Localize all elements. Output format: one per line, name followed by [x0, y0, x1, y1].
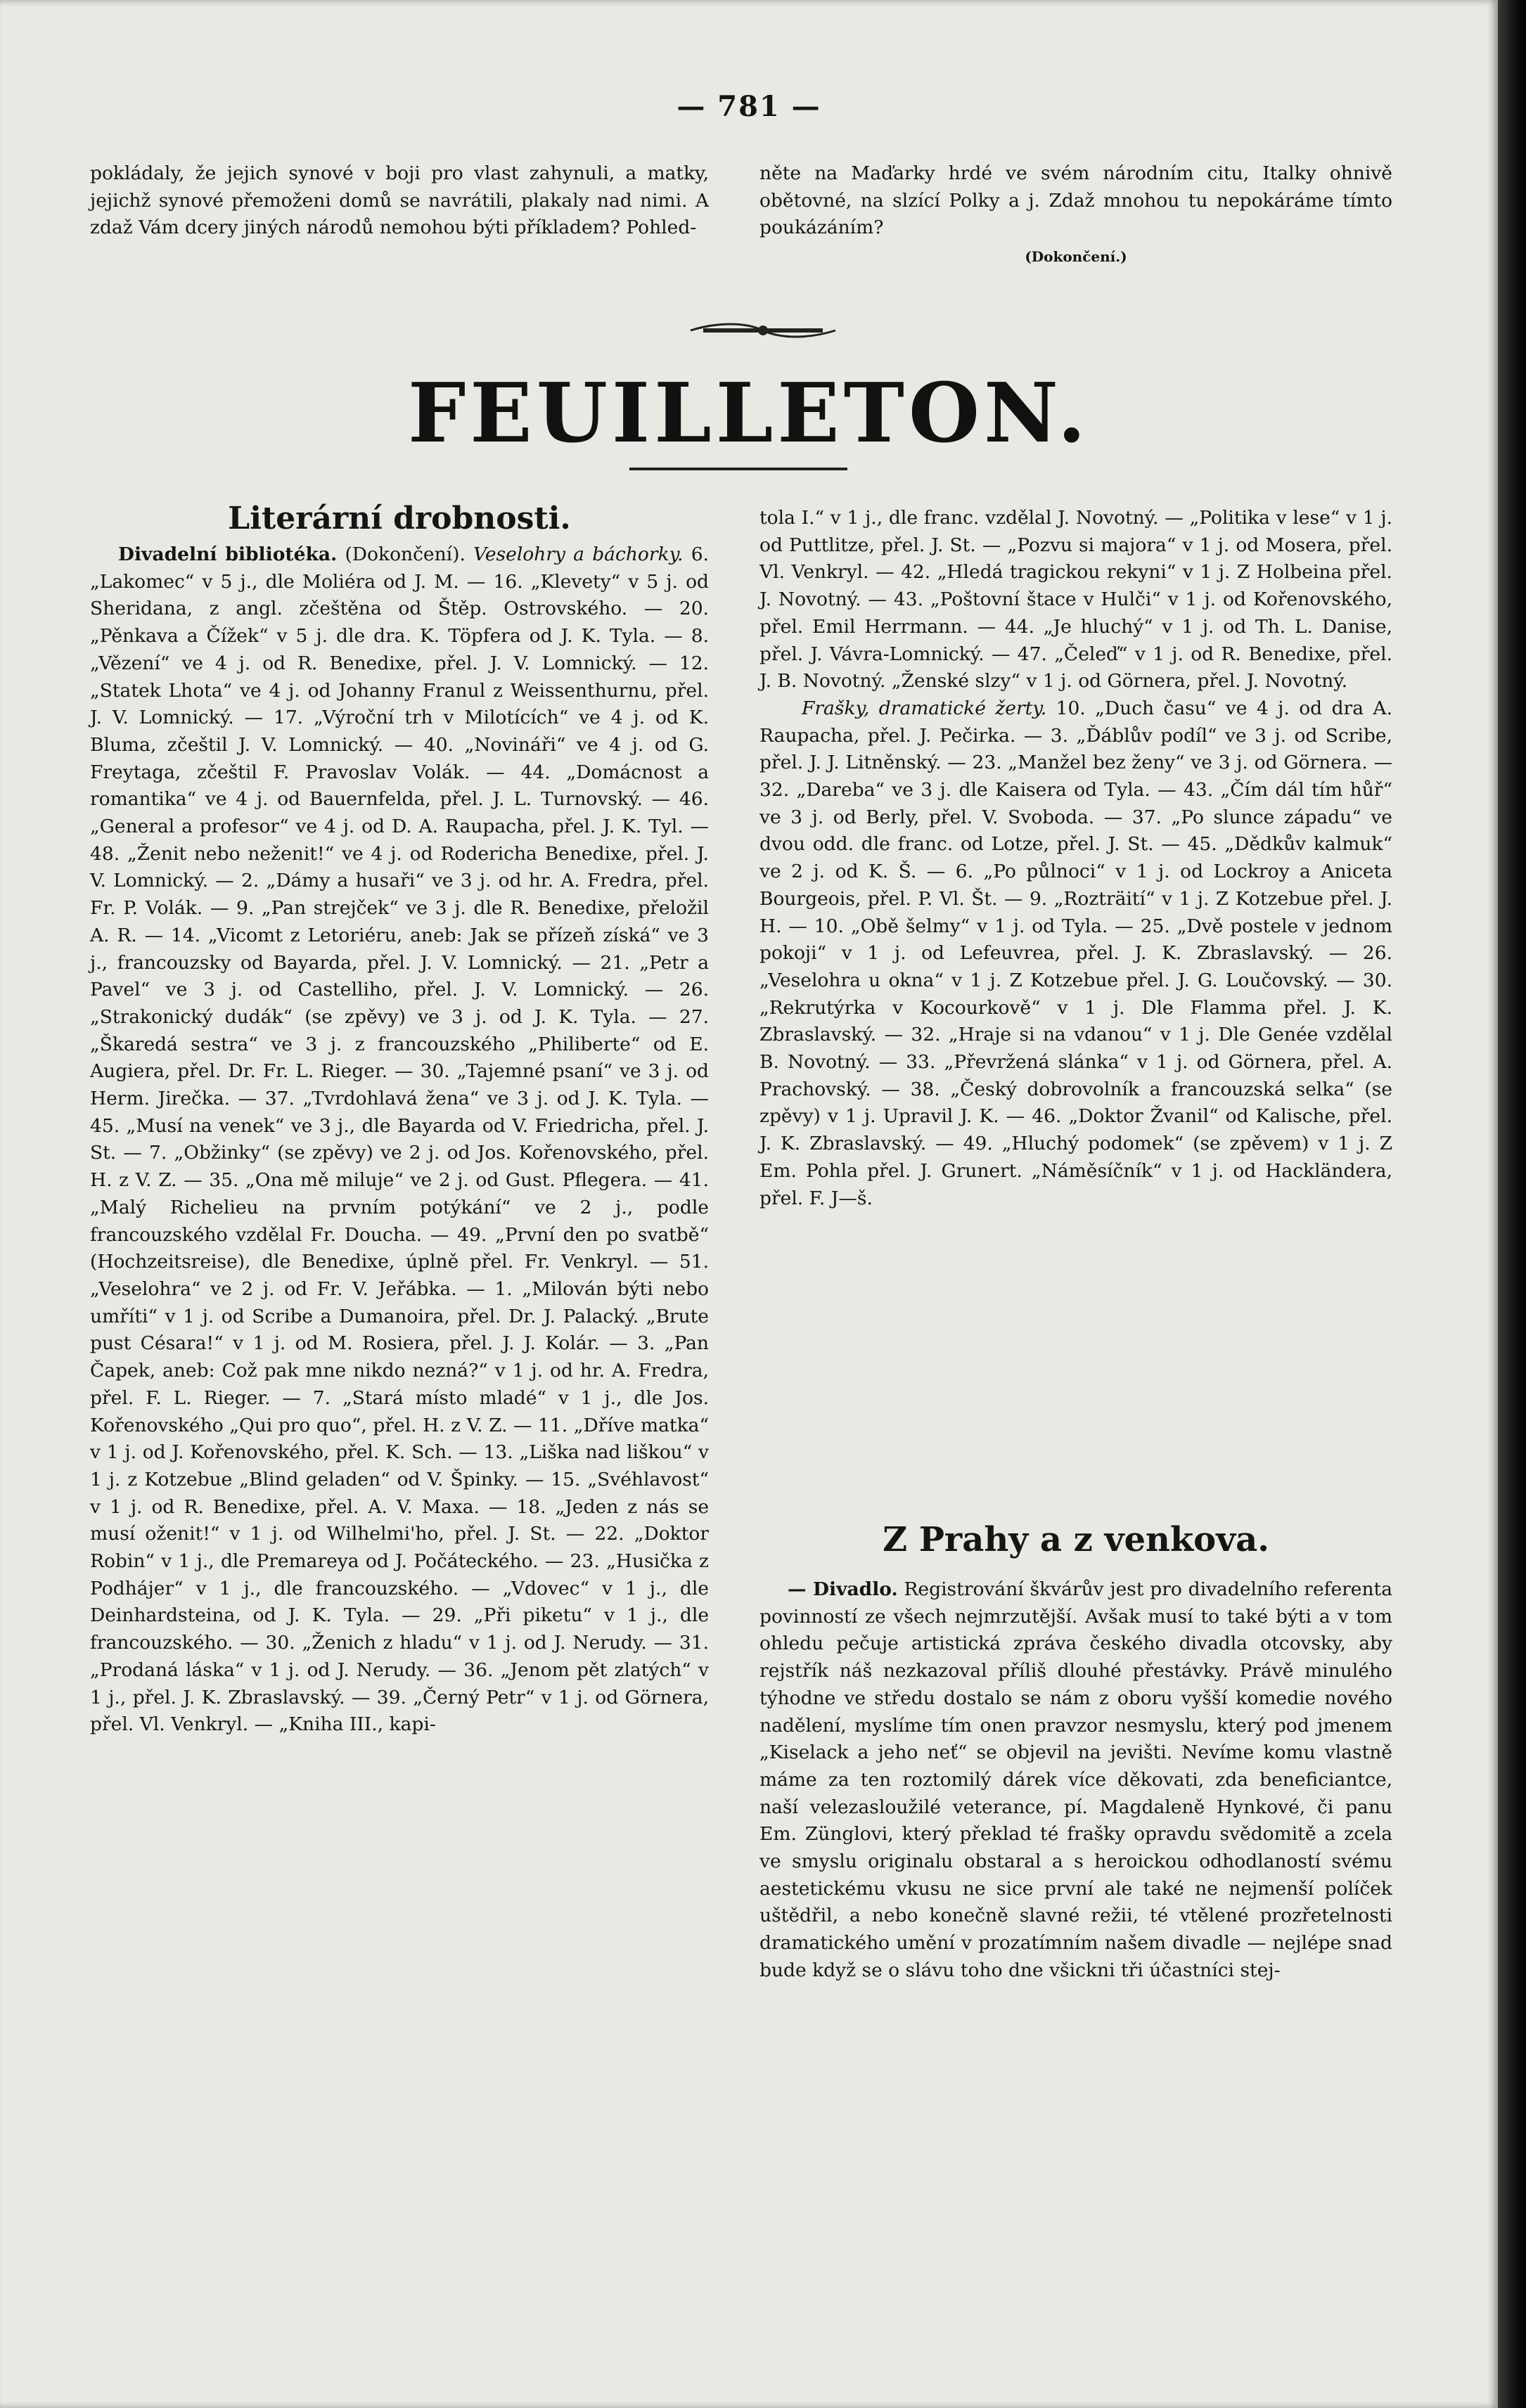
- divadlo-text: Registrování škvárův jest pro divadelního referenta povinností ze všech nejmrzutější. Avšak musí to také býti a v tom ohledu pečuje artistická zpráva českého divadla otcovsky, aby rejstřík náš nezkazoval příliš dlouhé přestávky. Právě minulého týhodne ve středu dostalo se nám z oboru vyšší komedie nového nadělení, myslíme tím onen pravzor nesmyslu, který pod jmenem „Kiselack a jeho neť“ se objevil na jevišti. Nevíme komu vlastně máme za ten roztomilý dárek více děkovati, zda beneficiantce, naší velezasloužilé veterance, pí. Magdaleně Hynkové, či panu Em. Zünglovi, který překlad té frašky opravdu svědomitě a zcela ve smyslu originalu obstaral a s heroickou odhodlaností svému aestetickému vkusu ne sice první ale také ne nejmenší políček uštědřil, a nebo konečně slavné režii, té vtělené prozřetelnosti dramatického umění v prozatímním našem divadle — nejlépe snad bude když se o slávu toho dne všickni tři účastníci stej-: [759, 1578, 1393, 1981]
- right-column: [759, 505, 1392, 1212]
- top-left-paragraph: pokládaly, že jejich synové v boji pro vlast zahynuli, a matky, jejichž synové přemoženi domů se navrátili, plakaly nad nimi. A zdaž Vám dcery jiných národů nemohou býti příkladem? Pohled-: [90, 162, 709, 239]
- veselohry-label: Veselohry a báchorky.: [473, 543, 684, 565]
- frasky-entries: 10. „Duch času“ ve 4 j. od dra A. Raupacha, přel. J. Pečirka. — 3. „Ďáblův podíl“ ve 3 j. od Scribe, přel. J. J. Litněnský. — 23. „Manžel bez ženy“ ve 3 j. od Görnera. — 32. „Dareba“ ve 3 j. dle Kaisera od Tyla. — 43. „Čím dál tím hůř“ ve 3 j. od Berly, přel. V. Svoboda. — 37. „Po slunce západu“ ve dvou odd. dle franc. od Lotze, přel. J. St. — 45. „Dědkův kalmuk“ ve 2 j. od K. Š. — 6. „Po půlnoci“ v 1 j. od Lockroy a Aniceta Bourgeois, přel. P. Vl. Št. — 9. „Rozträití“ v 1 j. Z Kotzebue přel. J. H. — 10. „Obě šelmy“ v 1 j. od Tyla. — 25. „Dvě postele v jednom pokoji“ v 1 j. od Lefeuvrea, přel. J. K. Zbraslavský. — 26. „Veselohra u okna“ v 1 j. Z Kotzebue přel. J. G. Loučovský. — 30. „Rekrutýrka v Kocourkově“ v 1 j. Dle Flamma přel. J. K. Zbraslavský. — 32. „Hraje si na vdanou“ v 1 j. Dle Genée vzdělal B. Novotný. — 33. „Převržená slánka“ v 1 j. od Görnera, přel. A. Prachovský. — 38. „Český dobrovolník a francouzská selka“ (se zpěvy) v 1 j. Upravil J. K. — 46. „Doktor Žvanil“ od Kalische, přel. J. K. Zbraslavský. — 49. „Hluchý podomek“ (se zpěvem) v 1 j. Z Em. Pohla přel. J. Grunert. „Náměsíčník“ v 1 j. od Hackländera, přel. F. J—š.: [759, 697, 1392, 1209]
- library-heading: Divadelní bibliotéka.: [118, 543, 338, 565]
- right-column-lower: [759, 1576, 1392, 1985]
- frasky-paragraph: [759, 695, 1392, 1212]
- frasky-label: Frašky, dramatické žerty.: [802, 697, 1047, 719]
- top-right-column: [759, 160, 1392, 271]
- literary-section-title: Literární drobnosti.: [228, 501, 571, 536]
- page-edge-shadow: [1498, 0, 1526, 2408]
- top-left-column: [90, 160, 709, 242]
- ornament-divider: [689, 321, 837, 340]
- left-column: [90, 499, 709, 1739]
- library-entries: 6. „Lakomec“ v 5 j., dle Moliéra od J. M. — 16. „Klevety“ v 5 j. od Sheridana, z angl. zčeštěna od Štěp. Ostrovského. — 20. „Pěnkava a Čížek“ v 5 j. dle dra. K. Töpfera od J. K. Tyla. — 8. „Vězení“ ve 4 j. od R. Benedixe, přel. J. V. Lomnický. — 12. „Statek Lhota“ ve 4 j. od Johanny Franul z Weissenthurnu, přel. J. V. Lomnický. — 17. „Výroční trh v Milotících“ ve 4 j. od K. Bluma, zčeštil J. V. Lomnický. — 40. „Novináři“ ve 4 j. od G. Freytaga, zčeštil F. Pravoslav Volák. — 44. „Domácnost a romantika“ ve 4 j. od Bauernfelda, přel. J. L. Turnovský. — 46. „General a profesor“ ve 4 j. od D. A. Raupacha, přel. J. K. Tyl. — 48. „Ženit nebo neženit!“ ve 4 j. od Rodericha Benedixe, přel. J. V. Lomnický. — 2. „Dámy a husaři“ ve 3 j. od hr. A. Fredra, přel. Fr. P. Volák. — 9. „Pan strejček“ ve 3 j. dle R. Benedixe, přeložil A. R. — 14. „Vicomt z Letoriéru, aneb: Jak se přízeň získá“ ve 3 j., francouzsky od Bayarda, přel. J. V. Lomnický. — 21. „Petr a Pavel“ ve 3 j. od Castelliho, přel. J. V. Lomnický. — 26. „Strakonický dudák“ (se zpěvy) ve 3 j. od J. K. Tyla. — 27. „Škaredá sestra“ ve 3 j. z francouzského „Philiberte“ od E. Augiera, přel. Dr. Fr. L. Rieger. — 30. „Tajemné psaní“ ve 3 j. od Herm. Jirečka. — 37. „Tvrdohlavá žena“ ve 3 j. od J. K. Tyla. — 45. „Musí na venek“ ve 3 j., dle Bayarda od V. Friedricha, přel. J. St. — 7. „Obžinky“ (se zpěvy) ve 2 j. od Jos. Kořenovského, přel. H. z V. Z. — 35. „Ona mě miluje“ ve 2 j. od Gust. Pflegera. — 41. „Malý Richelieu na prvním potýkání“ ve 2 j., podle francouzského vzdělal Fr. Doucha. — 49. „První den po svatbě“ (Hochzeitsreise), dle Benedixe, úplně přel. Fr. Venkryl. — 51. „Veselohra“ ve 2 j. od Fr. V. Jeřábka. — 1. „Milován býti nebo umříti“ v 1 j. od Scribe a Dumanoira, přel. Dr. J. Palacký. „Brute pust Césara!“ v 1 j. od M. Rosiera, přel. J. J. Kolár. — 3. „Pan Čapek, aneb: Což pak mne nikdo nezná?“ v 1 j. od hr. A. Fredra, přel. F. L. Rieger. — 7. „Stará místo mladé“ v 1 j., dle Jos. Kořenovského „Qui pro quo“, přel. H. z V. Z. — 11. „Dříve matka“ v 1 j. od J. Kořenovského, přel. K. Sch. — 13. „Liška nad liškou“ v 1 j. z Kotzebue „Blind geladen“ od V. Špinky. — 15. „Svéhlavost“ v 1 j. od R. Benedixe, přel. A. V. Maxa. — 18. „Jeden z nás se musí oženit!“ v 1 j. od Wilhelmi'ho, přel. J. St. — 22. „Doktor Robin“ v 1 j., dle Premareya od J. Počáteckého. — 23. „Husička z Podhájer“ v 1 j., dle francouzského. — „Vdovec“ v 1 j., dle Deinhardsteina, od J. K. Tyla. — 29. „Při piketu“ v 1 j., dle francouzského. — 30. „Ženich z hladu“ v 1 j. od J. Nerudy. — 31. „Prodaná láska“ v 1 j. od J. Nerudy. — 36. „Jenom pět zlatých“ v 1 j., přel. J. K. Zbraslavský. — 39. „Černý Petr“ v 1 j. od Görnera, přel. Vl. Venkryl. — „Kniha III., kapi-: [90, 543, 709, 1736]
- library-paragraph: [90, 541, 709, 1739]
- top-right-paragraph: něte na Maďarky hrdé ve svém národním citu, Italky ohnivě obětovné, na slzící Polky a j. Zdaž mnohou tu nepokáráme tímto poukázáním?: [759, 162, 1392, 239]
- library-heading-suffix: (Dokončení).: [345, 543, 466, 565]
- divadlo-paragraph: [759, 1576, 1392, 1985]
- prague-section-title: Z Prahy a z venkova.: [883, 1520, 1269, 1559]
- page-number: — 781 —: [677, 90, 821, 123]
- feuilleton-masthead: FEUILLETON.: [407, 366, 1091, 461]
- continued-signature: (Dokončení.): [1025, 248, 1127, 266]
- divadlo-label: — Divadlo.: [788, 1578, 898, 1600]
- masthead-rule: [629, 468, 847, 470]
- right-paragraph-1: tola I.“ v 1 j., dle franc. vzdělal J. Novotný. — „Politika v lese“ v 1 j. od Puttlitze, přel. J. St. — „Pozvu si majora“ v 1 j. od Mosera, přel. Vl. Venkryl. — 42. „Hledá tragickou rekyni“ v 1 j. Z Holbeina přel. J. Novotný. — 43. „Poštovní štace v Hulči“ v 1 j. od Kořenovského, přel. Emil Herrmann. — 44. „Je hluchý“ v 1 j. od Th. L. Danise, přel. J. Vávra-Lomnický. — 47. „Čeleď“ v 1 j. od R. Benedixe, přel. J. B. Novotný. „Ženské slzy“ v 1 j. od Görnera, přel. J. Novotný.: [759, 507, 1392, 693]
